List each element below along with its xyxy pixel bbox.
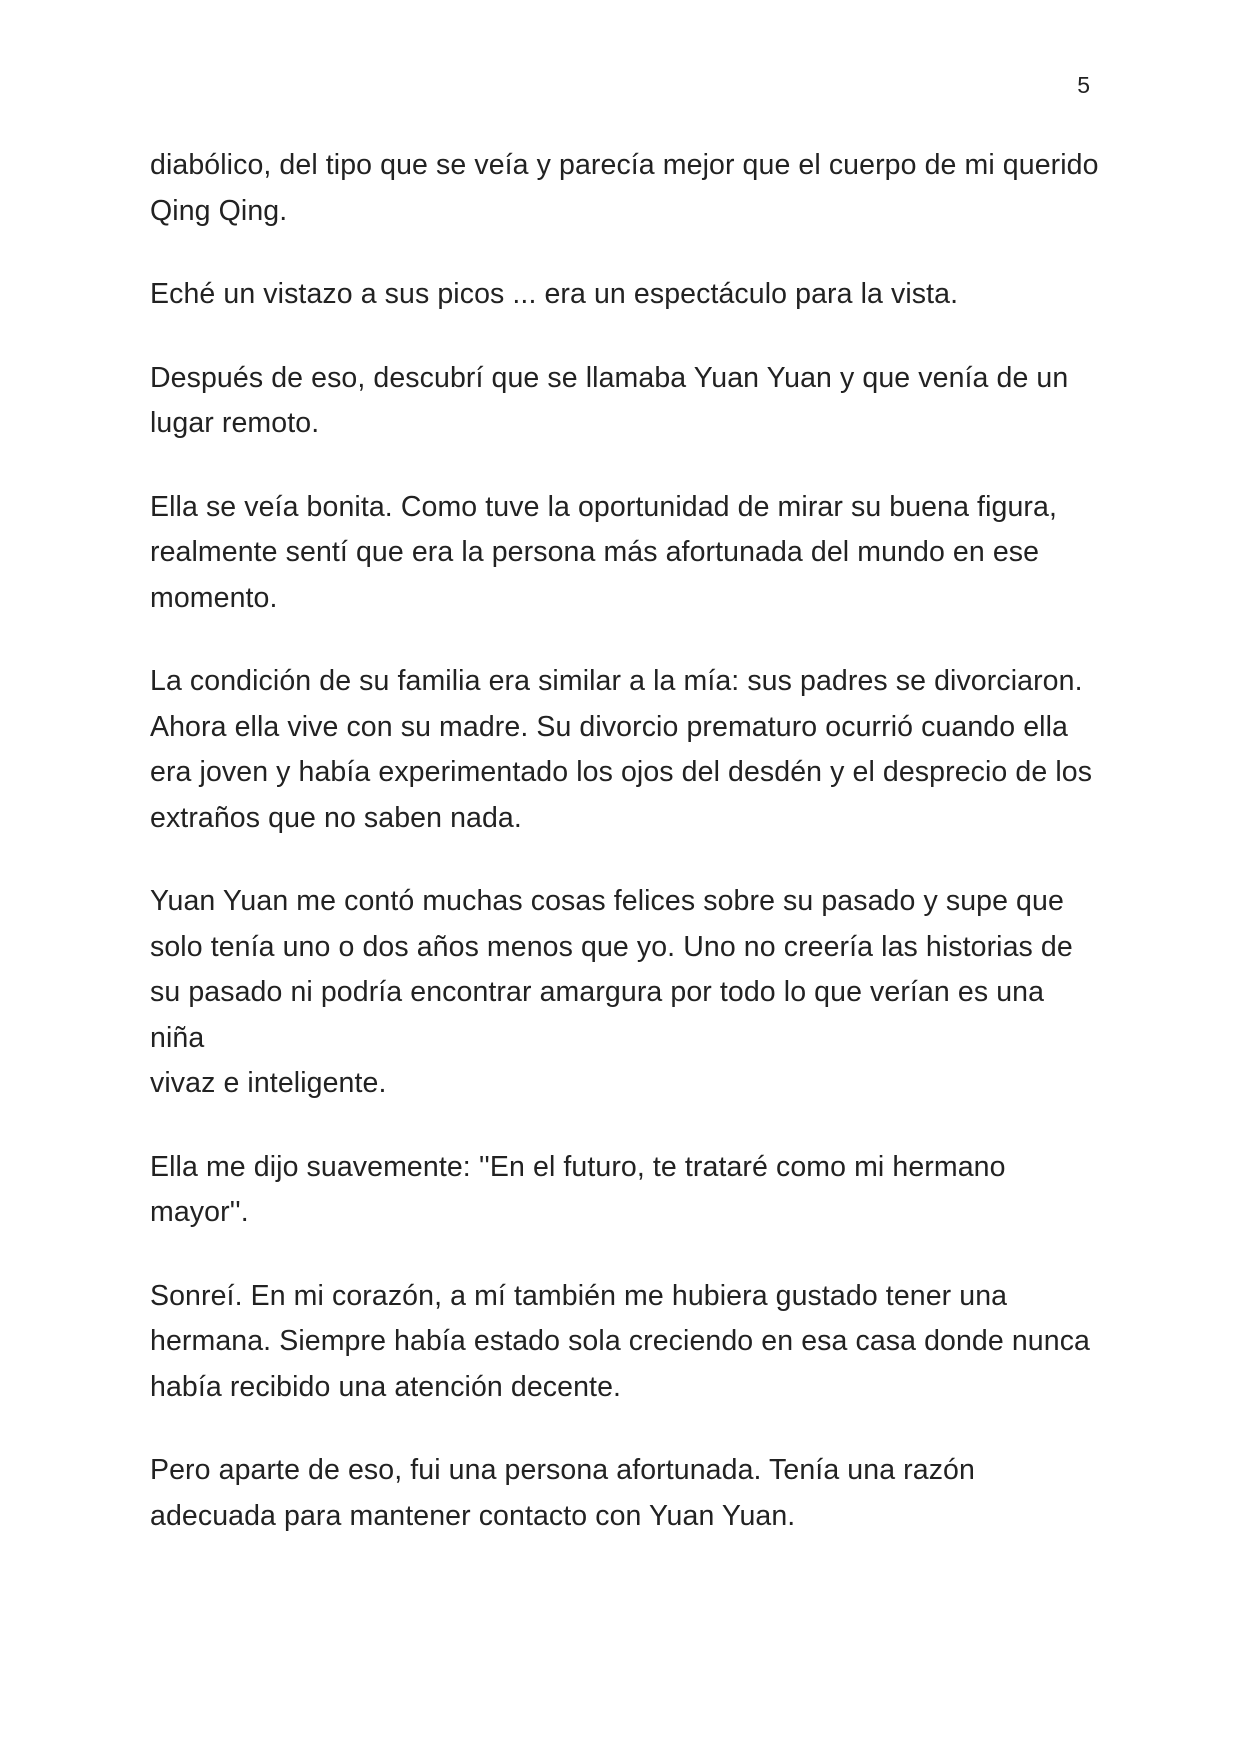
page-number: 5 (1077, 72, 1090, 98)
paragraph: Ella se veía bonita. Como tuve la oportunidad de mirar su buena figura, realmente sentí que era la persona más afortunada del mundo en ese momento. (150, 490, 1057, 614)
paragraph: Pero aparte de eso, fui una persona afortunada. Tenía una razón adecuada para mantener contacto con Yuan Yuan. (150, 1454, 975, 1532)
paragraph: Yuan Yuan me contó muchas cosas felices sobre su pasado y supe que solo tenía uno o dos años menos que yo. Uno no creería las historias de su pasado ni podría encontrar amargura por todo lo que verían es una niña vivaz e inteligente. (150, 885, 1073, 1099)
paragraph: Sonreí. En mi corazón, a mí también me hubiera gustado tener una hermana. Siempre había estado sola creciendo en esa casa donde nunca había recibido una atención decente. (150, 1279, 1091, 1403)
paragraph: diabólico, del tipo que se veía y parecía mejor que el cuerpo de mi querido Qing Qing. (150, 149, 1099, 227)
paragraph: Eché un vistazo a sus picos ... era un espectáculo para la vista. (150, 278, 959, 310)
paragraph: Después de eso, descubrí que se llamaba Yuan Yuan y que venía de un lugar remoto. (150, 361, 1069, 439)
paragraph: La condición de su familia era similar a la mía: sus padres se divorciaron. Ahora ella vive con su madre. Su divorcio prematuro ocurrió cuando ella era joven y había experimentado los ojos del desdén y el desprecio de los extraños que no saben nada. (150, 665, 1093, 834)
document-body (150, 143, 1100, 1577)
paragraph: Ella me dijo suavemente: ''En el futuro, te trataré como mi hermano mayor''. (150, 1150, 1006, 1228)
